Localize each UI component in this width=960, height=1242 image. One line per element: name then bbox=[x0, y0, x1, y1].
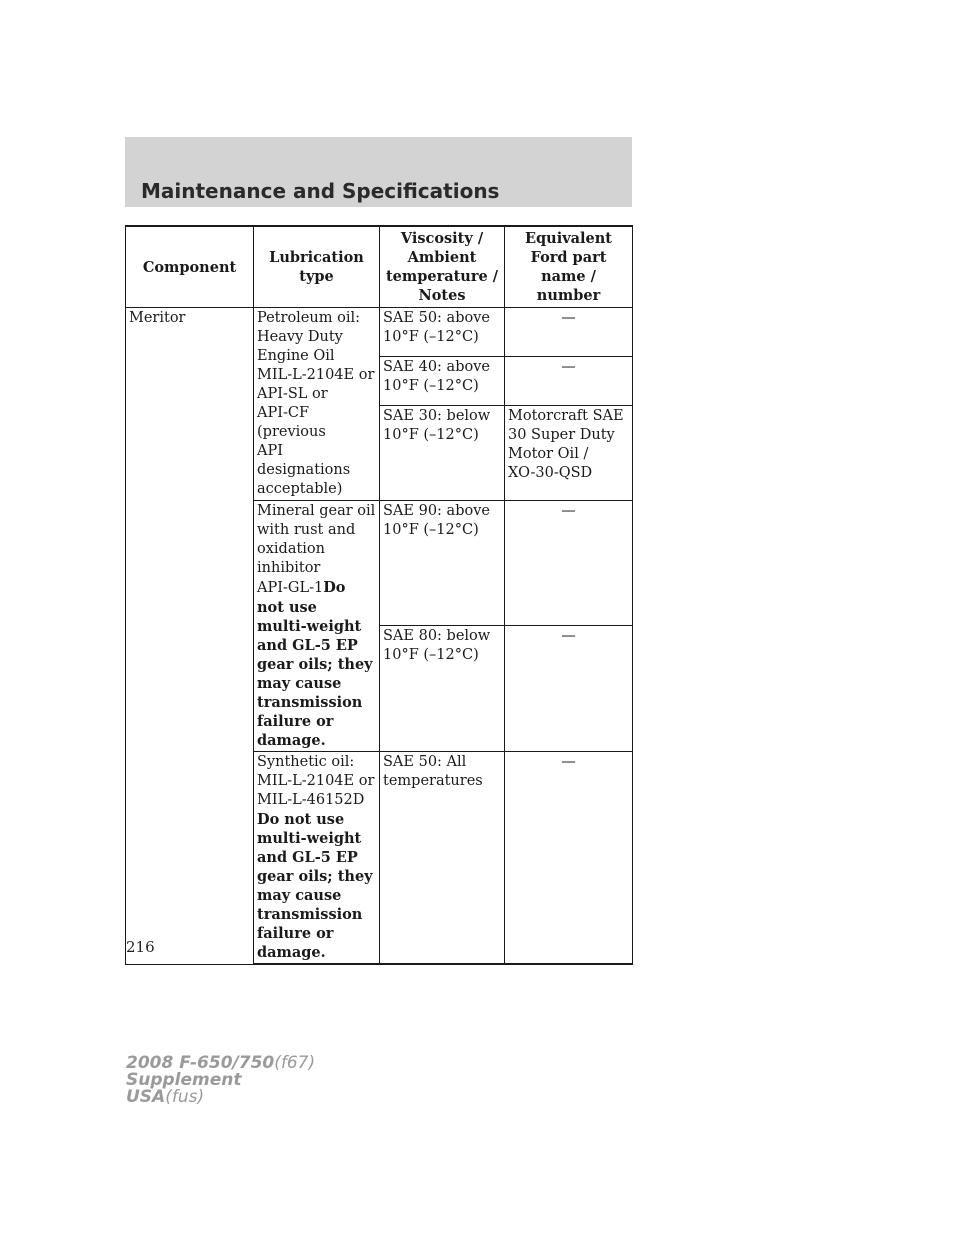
lubrication-type-cell: Synthetic oil: MIL-L-2104E or MIL-L-46152D Do not use multi-weight and GL-5 EP gear oils; they may cause transmission failure or damage. bbox=[254, 752, 380, 965]
lubrication-type-cell: Mineral gear oil with rust and oxidation inhibitor API-GL-1Do not use multi-weight and GL-5 EP gear oils; they may cause transmission failure or damage. bbox=[254, 501, 380, 752]
col-header-equivalent-part: Equivalent Ford part name / number bbox=[505, 226, 633, 308]
document-footer: 2008 F-650/750(f67) Supplement USA(fus) bbox=[126, 1053, 316, 1107]
viscosity-cell: SAE 50: All temperatures bbox=[380, 752, 505, 965]
equivalent-part-cell: — bbox=[505, 625, 633, 751]
equivalent-part-cell: — bbox=[505, 357, 633, 406]
section-title: Maintenance and Specifications bbox=[141, 179, 500, 203]
component-cell: Meritor bbox=[126, 308, 254, 965]
col-header-viscosity: Viscosity / Ambient temperature / Notes bbox=[380, 226, 505, 308]
equivalent-part-cell: — bbox=[505, 501, 633, 626]
page-number: 216 bbox=[126, 938, 155, 956]
col-header-lubrication-type: Lubrication type bbox=[254, 226, 380, 308]
viscosity-cell: SAE 90: above 10°F (–12°C) bbox=[380, 501, 505, 626]
table-row bbox=[126, 308, 633, 357]
equivalent-part-cell: — bbox=[505, 752, 633, 965]
viscosity-cell: SAE 80: below 10°F (–12°C) bbox=[380, 625, 505, 751]
viscosity-cell: SAE 40: above 10°F (–12°C) bbox=[380, 357, 505, 406]
lubrication-type-cell: Petroleum oil: Heavy Duty Engine Oil MIL-L-2104E or API-SL or API-CF (previous API designations acceptable) bbox=[254, 308, 380, 501]
equivalent-part-cell: Motorcraft SAE 30 Super Duty Motor Oil / XO-30-QSD bbox=[505, 406, 633, 501]
table-header-row bbox=[126, 226, 633, 308]
section-header-band bbox=[125, 137, 632, 207]
col-header-component: Component bbox=[126, 226, 254, 308]
equivalent-part-cell: — bbox=[505, 308, 633, 357]
lubricant-spec-table bbox=[125, 225, 633, 965]
viscosity-cell: SAE 50: above 10°F (–12°C) bbox=[380, 308, 505, 357]
viscosity-cell: SAE 30: below 10°F (–12°C) bbox=[380, 406, 505, 501]
